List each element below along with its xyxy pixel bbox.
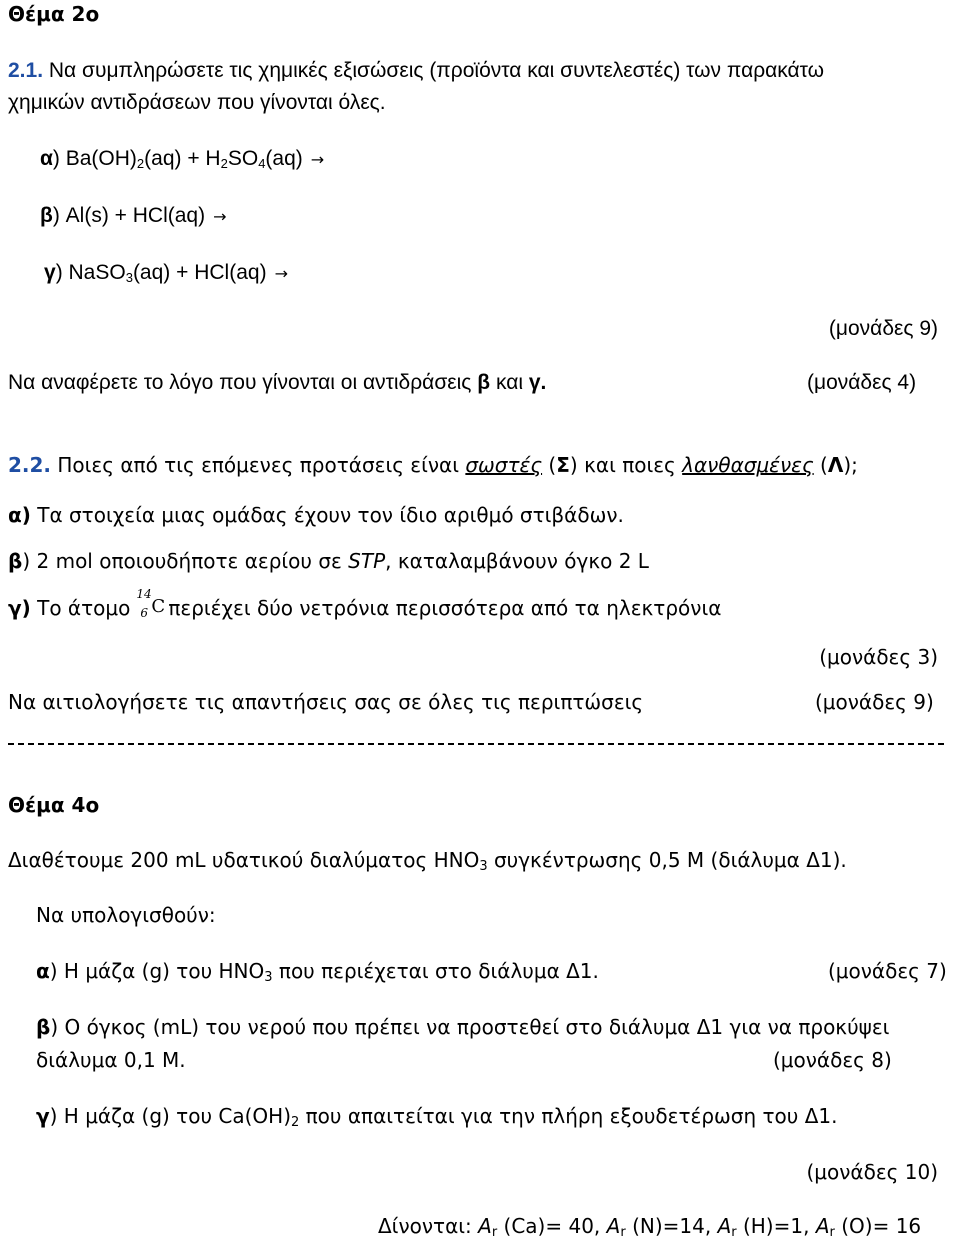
q21-intro-line2: χημικών αντιδράσεων που γίνονται όλες. — [8, 91, 386, 114]
points-q21b: (μονάδες 4) — [807, 371, 917, 394]
statement-b: β) 2 mol οποιουδήποτε αερίου σε STP, καταλαμβάνουν όγκο 2 L — [8, 549, 649, 573]
theme2-title: Θέμα 2ο — [8, 2, 100, 26]
right-arrow-icon: → — [310, 150, 325, 169]
q22-justify: Να αιτιολογήσετε τις απαντήσεις σας σε όλες τις περιπτώσεις — [8, 690, 644, 714]
q21-intro — [8, 58, 824, 83]
statement-a: α) Τα στοιχεία μιας ομάδας έχουν τον ίδιο αριθμό στιβάδων. — [8, 503, 624, 527]
q21-number: 2.1. — [8, 59, 44, 82]
theme4-intro: Διαθέτουμε 200 mL υδατικού διαλύματος $HNO_3$ συγκέντρωσης 0,5 M (διάλυμα Δ1). — [8, 848, 847, 874]
q21-intro-text: Να συμπληρώσετε τις χημικές εξισώσεις (προϊόντα και συντελεστές) των παρακάτω — [48, 59, 825, 82]
part-a: α) Η μάζα (g) του $HNO_3$ που περιέχεται στο διάλυμα Δ1. — [36, 959, 599, 985]
statement-c: γ) Το άτομο 14 6 C περιέχει δύο νετρόνια περισσότερα από τα ηλεκτρόνια — [8, 587, 722, 620]
right-arrow-icon: → — [213, 207, 227, 226]
reaction-b: β) Al(s) + HCl(aq) → — [40, 204, 227, 227]
points-q21a: (μονάδες 9) — [828, 317, 938, 340]
part-c: γ) Η μάζα (g) του $Ca(OH)_2$ που απαιτείται για την πλήρη εξουδετέρωση του Δ1. — [36, 1104, 838, 1130]
q22-intro: 2.2. Ποιες από τις επόμενες προτάσεις είναι σωστές (Σ) και ποιες λανθασμένες (Λ); — [8, 453, 858, 477]
q22-number: 2.2. — [8, 453, 52, 477]
reaction-c: γ) NaSO$_3$(aq) + HCl(aq) → — [44, 261, 288, 285]
points-q22b: (μονάδες 9) — [815, 690, 934, 714]
reaction-a: α) $Ba(OH)_2(aq) + H_2SO_4(aq)$ → — [40, 147, 325, 171]
points-part-b: (μονάδες 8) — [773, 1048, 892, 1072]
part-b: β) Ο όγκος (mL) του νερού που πρέπει να προστεθεί στο διάλυμα Δ1 για να προκύψει — [36, 1015, 890, 1039]
theme4-title: Θέμα 4ο — [8, 793, 100, 817]
carbon-isotope: 14 6 C — [136, 587, 166, 620]
q21-reason: Να αναφέρετε το λόγο που γίνονται οι αντιδράσεις β και γ. — [8, 371, 547, 394]
points-q22a: (μονάδες 3) — [819, 645, 938, 669]
given-values: Δίνονται: $A_r$ (Ca)= 40, $A_r$ (N)=14, $A_r$ (H)=1, $A_r$ (O)= 16 — [378, 1214, 922, 1240]
right-arrow-icon: → — [274, 264, 288, 283]
points-part-a: (μονάδες 7) — [828, 959, 947, 983]
points-part-c: (μονάδες 10) — [806, 1160, 938, 1184]
part-b-line2: διάλυμα 0,1 M. — [36, 1048, 186, 1072]
theme4-compute: Να υπολογισθούν: — [36, 903, 216, 927]
section-divider — [8, 743, 944, 745]
